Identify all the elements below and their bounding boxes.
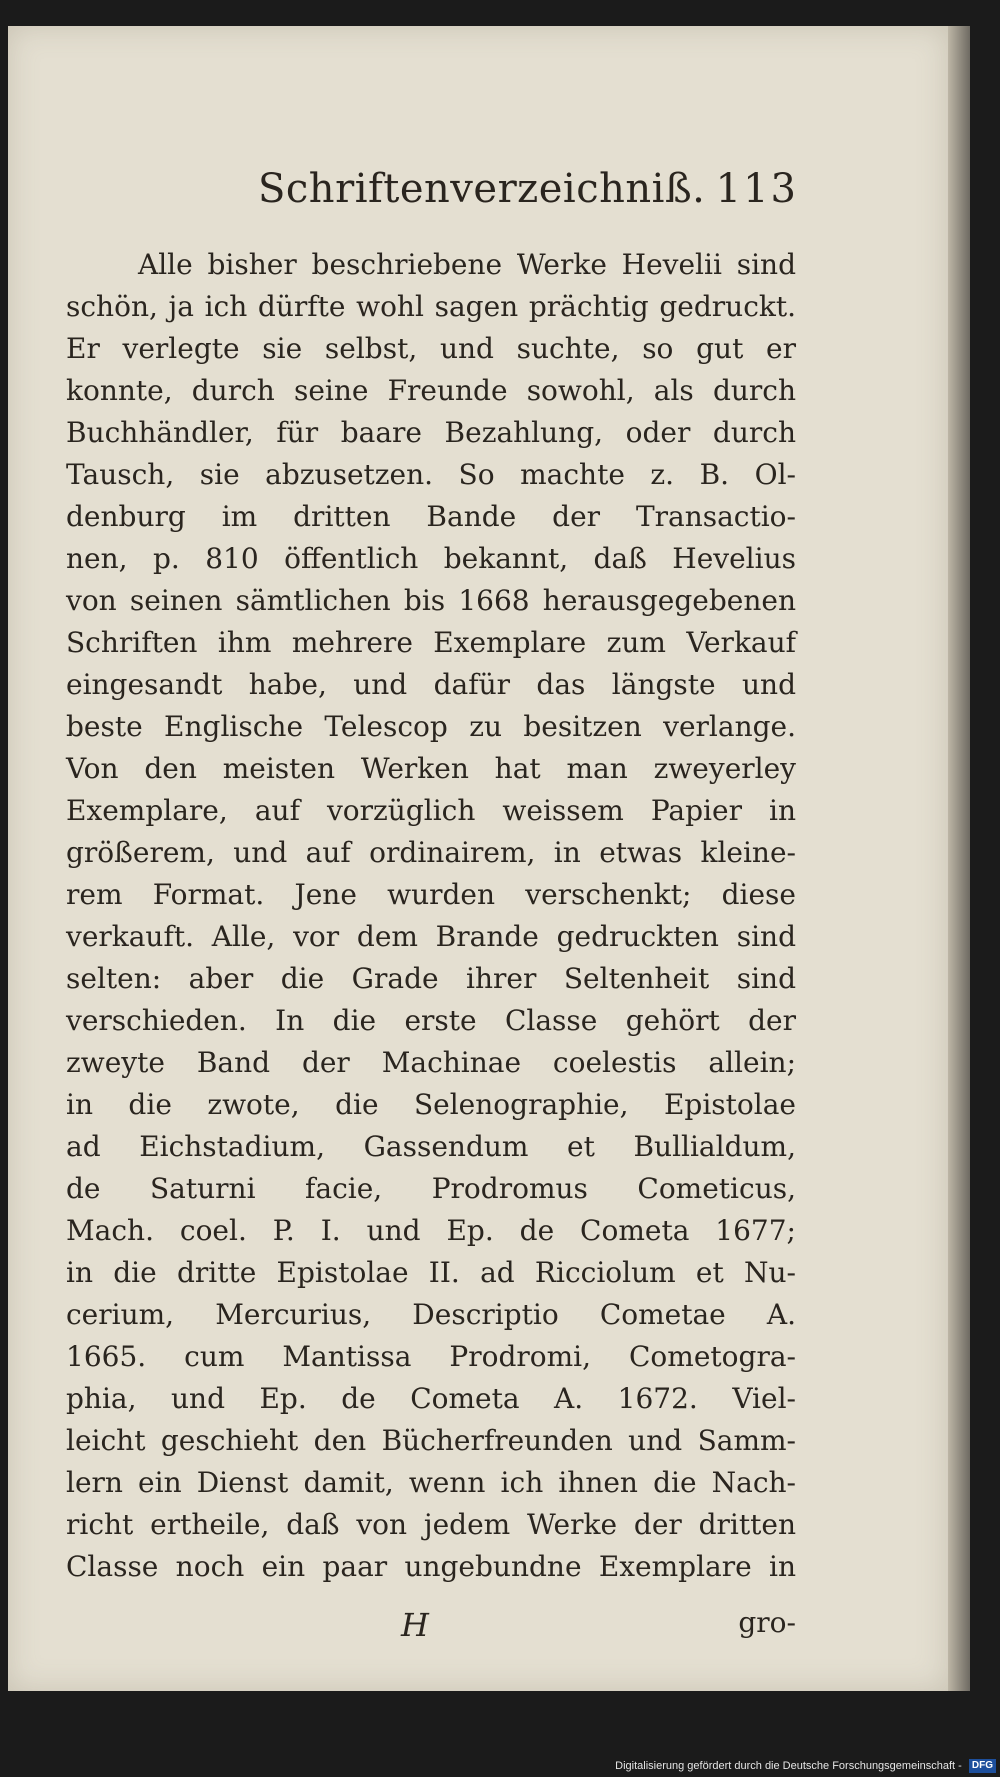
text-line: Alle bisher beschriebene Werke Hevelii sind [138,248,796,281]
text-line: Er verlegte sie selbst, und suchte, so gut er [66,332,796,365]
text-line: Exemplare, auf vorzüglich weissem Papier in [66,794,796,827]
body-text [66,244,796,1588]
text-line: phia, und Ep. de Cometa A. 1672. Viel- [66,1382,796,1415]
text-line: ad Eichstadium, Gassendum et Bullialdum, [66,1130,796,1163]
text-line: denburg im dritten Bande der Transactio- [66,500,796,533]
text-line: cerium, Mercurius, Descriptio Cometae A. [66,1298,796,1331]
text-line: schön, ja ich dürfte wohl sagen prächtig gedruckt. [66,290,796,323]
page-number: 113 [715,166,798,212]
text-line: verschieden. In die erste Classe gehört der [66,1004,796,1037]
book-spine-edge [948,26,970,1691]
running-title: Schriftenverzeichniß. [258,166,706,212]
signature-mark: H [401,1606,429,1644]
text-line: verkauft. Alle, vor dem Brande gedruckten sind [66,920,796,953]
text-line: rem Format. Jene wurden verschenkt; diese [66,878,796,911]
dfg-logo-icon: DFG [969,1759,996,1773]
text-line: leicht geschieht den Bücherfreunden und Samm- [66,1424,796,1457]
book-page [8,26,948,1691]
text-line: größerem, und auf ordinairem, in etwas kleine- [66,836,796,869]
credit-text: Digitalisierung gefördert durch die Deutsche Forschungsgemeinschaft - [615,1759,962,1772]
text-line: in die zwote, die Selenographie, Epistolae [66,1088,796,1121]
text-line: Mach. coel. P. I. und Ep. de Cometa 1677; [66,1214,796,1247]
text-line: lern ein Dienst damit, wenn ich ihnen die Nach- [66,1466,796,1499]
text-line: selten: aber die Grade ihrer Seltenheit sind [66,962,796,995]
text-line: de Saturni facie, Prodromus Cometicus, [66,1172,796,1205]
text-line: Tausch, sie abzusetzen. So machte z. B. Ol- [66,458,796,491]
digitization-credit [615,1759,996,1773]
text-line: von seinen sämtlichen bis 1668 herausgegebenen [66,584,796,617]
text-line: richt ertheile, daß von jedem Werke der dritten [66,1508,796,1541]
text-line: konnte, durch seine Freunde sowohl, als durch [66,374,796,407]
text-line: beste Englische Telescop zu besitzen verlange. [66,710,796,743]
text-line: zweyte Band der Machinae coelestis allein; [66,1046,796,1079]
text-line: Classe noch ein paar ungebundne Exemplare in [66,1550,796,1583]
text-line: in die dritte Epistolae II. ad Ricciolum et Nu- [66,1256,796,1289]
text-line: Schriften ihm mehrere Exemplare zum Verkauf [66,626,796,659]
page-header [68,166,798,226]
catchword: gro- [738,1606,796,1639]
text-line: eingesandt habe, und dafür das längste und [66,668,796,701]
text-line: nen, p. 810 öffentlich bekannt, daß Hevelius [66,542,796,575]
text-line: Von den meisten Werken hat man zweyerley [66,752,796,785]
text-line: Buchhändler, für baare Bezahlung, oder durch [66,416,796,449]
text-line: 1665. cum Mantissa Prodromi, Cometogra- [66,1340,796,1373]
page-footer [66,1606,796,1652]
